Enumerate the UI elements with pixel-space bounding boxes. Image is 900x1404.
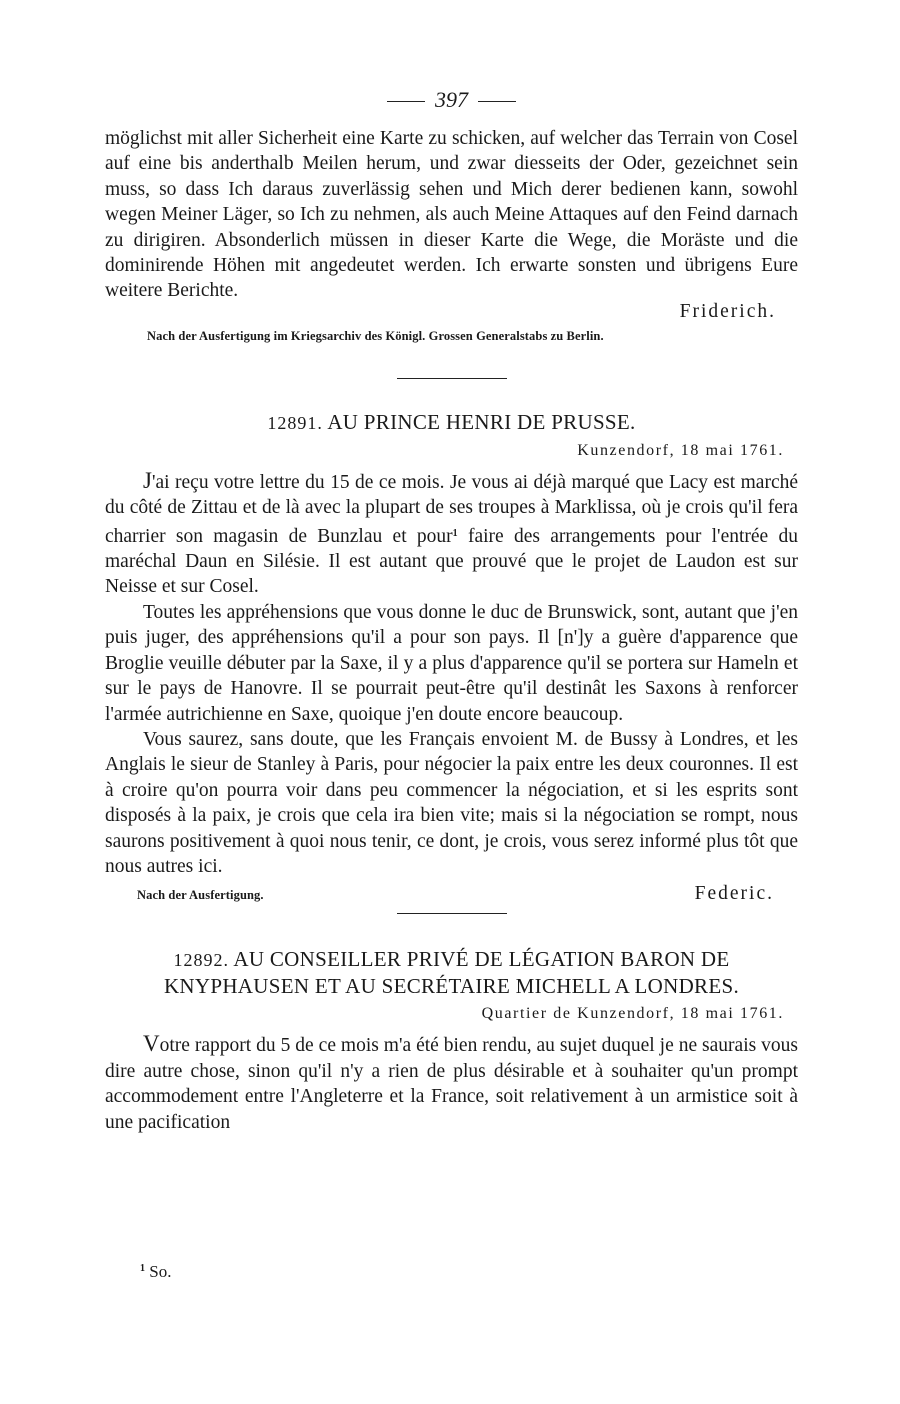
letter-12891-paragraph-3: Vous saurez, sans doute, que les Français envoient M. de Bussy à Londres, et les Anglais le sieur de Stanley à Paris, pour négocier la paix entre les deux couronnes. Il est à croire qu'on pourra voir dans peu commencer la négociation, et si les esprits sont disposés à la paix, je crois que cela ira bien vite; mais si la négociation se rompt, nous saurons positivement à quoi nous tenir, ce dont, je crois, vous serez informé plus tôt que nous autres ici. xyxy=(105,728,798,877)
section-divider xyxy=(397,913,507,914)
letter-12892-title: AU CONSEILLER PRIVÉ DE LÉGATION BARON DE KNYPHAUSEN ET AU SECRÉTAIRE MICHELL A LONDRES. xyxy=(163,947,740,999)
header-dash-right xyxy=(478,101,516,102)
previous-letter-source: Nach der Ausfertigung im Kriegsarchiv des Königl. Grossen Generalstabs zu Berlin. xyxy=(147,328,604,343)
letter-12891-paragraph-1 xyxy=(105,468,798,600)
letter-12892-paragraph-1 xyxy=(105,1031,798,1135)
page-header xyxy=(105,86,798,126)
letter-12892-number: 12892. xyxy=(173,950,229,971)
header-dash-left xyxy=(387,101,425,102)
letter-12891-signature: Federic. xyxy=(694,883,774,905)
letter-12891-paragraph-2: Toutes les appréhensions que vous donne le duc de Brunswick, sont, autant que j'en puis juger, des appréhensions qu'il a pour son pays. Il [n']y a guère d'apparence que Broglie veuille débuter par la Saxe, il y a plus d'apparence qu'il se portera sur Hameln et sur le pays de Hanovre. Il se pourrait peut-être qu'il destinât les Saxons à renforcer l'armée autrichienne en Saxe, quoique j'en doute encore beaucoup. xyxy=(105,601,798,725)
footnote-text: So. xyxy=(149,1262,172,1281)
letter-12892-paragraph-1-text: otre rapport du 5 de ce mois m'a été bien rendu, au sujet duquel je ne saurais vous dire autre chose, sinon qu'il n'y a rien de plus désirable et à souhaiter qu'un prompt accommodement entre l'Angleterre et la France, soit relativement à un armistice soit à une pacification xyxy=(105,1035,798,1133)
letter-12891-title: AU PRINCE HENRI DE PRUSSE. xyxy=(327,409,636,434)
letter-12892-heading xyxy=(105,946,798,999)
letter-12891-dateline: Kunzendorf, 18 mai 1761. xyxy=(577,441,784,459)
letter-12891-source: Nach der Ausfertigung. xyxy=(137,888,264,903)
letter-12891-closing xyxy=(105,883,798,905)
footnote-reference: 1 xyxy=(452,527,458,539)
footnote-mark: 1 xyxy=(140,1263,145,1274)
letter-12891-number: 12891. xyxy=(267,412,323,433)
previous-letter-text: möglichst mit aller Sicherheit eine Karte zu schicken, auf welcher das Terrain von Cosel auf eine bis anderthalb Meilen herum, und zwar diesseits der Oder, gezeichnet sein muss, so dass Ich daraus zuverlässig sehen und Mich derer bedienen kann, sowohl wegen Meiner Läger, so Ich zu nehmen, als auch Meine Attaques auf den Feind darnach zu dirigiren. Absonderlich müssen in dieser Karte die Wege, die Moräste und die dominirende Höhen mit angedeutet werden. Ich erwarte sonsten und übrigens Eure weitere Berichte. xyxy=(105,128,798,302)
page-content xyxy=(105,86,798,1135)
letter-12892-dateline: Quartier de Kunzendorf, 18 mai 1761. xyxy=(481,1005,784,1023)
footnote xyxy=(140,1262,171,1282)
section-divider xyxy=(397,378,507,379)
letter-12891-initial: J xyxy=(143,467,152,493)
letter-12891-heading xyxy=(105,409,798,436)
page-number: 397 xyxy=(435,87,468,112)
letter-12891-paragraph-1-part-a: 'ai reçu votre lettre du 15 de ce mois. Je vous ai déjà marqué que Lacy est marché du côté de Zittau et de là avec la plupart de ses troupes à Marklissa, où je crois qu'il fera charrier son magasin de Bunzlau et pour xyxy=(105,471,798,547)
previous-letter-signature: Friderich. xyxy=(679,300,776,322)
letter-12891-paragraph-1-part-b: faire des arrangements pour l'entrée du maréchal Daun en Silésie. Il est autant que prouvé que le projet de Laudon est sur Neisse et sur Cosel. xyxy=(105,525,798,598)
letter-12892-initial: V xyxy=(143,1031,160,1057)
